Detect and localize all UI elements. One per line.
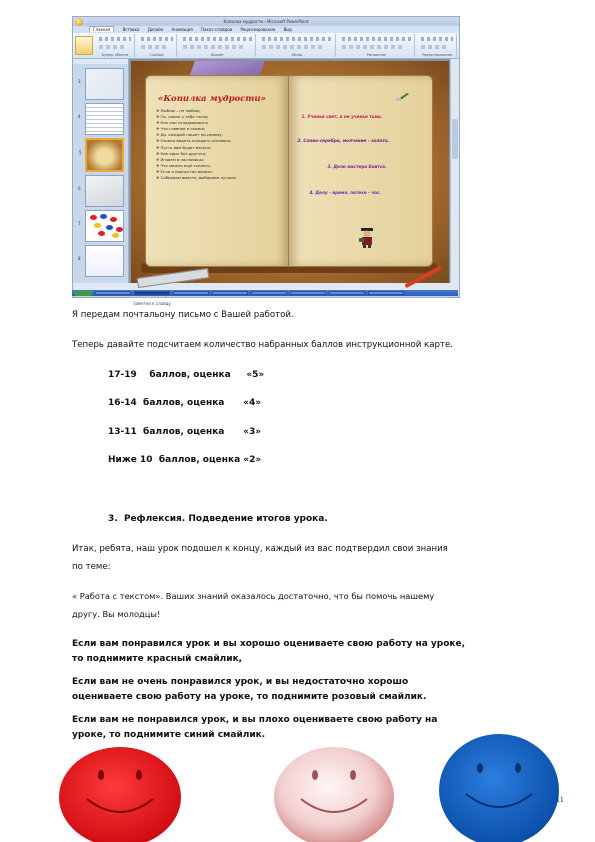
slide-editing-area [129, 59, 459, 283]
slide-thumbnail[interactable]: 4 [85, 103, 124, 135]
tab-insert[interactable]: Вставка [122, 27, 140, 32]
ribbon-tabs [73, 26, 459, 33]
list-item: ❖ Ох, какие у тебя глаза; [156, 114, 251, 120]
slide-canvas[interactable] [131, 61, 449, 283]
smiley-instruction-pink: оцениваете свою работу на уроке, то поднимите розовый смайлик. [72, 692, 427, 702]
taskbar-button[interactable] [251, 291, 287, 295]
slide-thumbnail[interactable]: 6 [85, 175, 124, 207]
tab-animation[interactable]: Анимация [171, 27, 193, 32]
book-right-page [288, 75, 433, 267]
tab-home[interactable]: Главная [89, 26, 114, 32]
smiley-instruction-red: Если вам понравился урок и вы хорошо оцениваете свою работу на уроке, [72, 639, 466, 649]
tab-review[interactable]: Рецензирование [240, 27, 276, 32]
smiley-instruction-pink: Если вам не очень понравился урок, и вы недостаточно хорошо [72, 677, 409, 687]
proverb-1: 1. Ученье свет, а не ученье тьма. [301, 114, 383, 119]
red-smiley-icon [57, 745, 183, 842]
slide-title: «Копилка мудрости» [158, 94, 266, 104]
pen-and-ink-icon [396, 92, 410, 101]
list-item: ❖ Учимся видеть каждого человека; [156, 138, 251, 144]
paragraph-line: « Работа с текстом». Ваших знаний оказалось достаточно, что бы помочь нашему [72, 591, 435, 601]
taskbar-button[interactable] [173, 291, 209, 295]
list-item: ❖ Если я пропустил вопрос; [156, 169, 251, 175]
ribbon-group-paragraph[interactable]: Абзац [259, 34, 336, 57]
vertical-scrollbar[interactable] [450, 59, 459, 283]
blue-smiley-icon [436, 732, 562, 842]
ribbon [73, 33, 459, 59]
section-heading: 3. Рефлексия. Подведение итогов урока. [108, 514, 328, 524]
score-line-5: 17-19 баллов, оценка «5» [108, 370, 265, 380]
pink-smiley-icon [271, 745, 397, 842]
paste-button[interactable] [75, 36, 93, 55]
tab-slideshow[interactable]: Показ слайдов [201, 27, 233, 32]
thumbnails-pane-header [73, 59, 128, 64]
work-area [73, 59, 459, 283]
slide-thumbnail-selected[interactable]: 5 [85, 138, 124, 172]
score-line-3: 13-11 баллов, оценка «3» [108, 427, 262, 437]
paragraph-line: Итак, ребята, наш урок подошел к концу, каждый из вас подтвердил свои знания [72, 544, 448, 554]
taskbar-button[interactable] [290, 291, 326, 295]
text-line: Я передам почтальону письмо с Вашей работой. [72, 310, 294, 320]
powerpoint-screenshot [72, 16, 460, 306]
proverb-4: 4. Делу - время, потехе - час. [309, 190, 382, 195]
list-item: ❖ Что главное в сказке; [156, 126, 251, 132]
paragraph-line: другу. Вы молодцы! [72, 609, 161, 619]
smiley-instruction-blue: Если вам не понравился урок, и вы плохо оцениваете свою работу на [72, 715, 438, 725]
page-number: 11 [556, 795, 564, 804]
taskbar-button[interactable] [212, 291, 248, 295]
ribbon-group-editing[interactable]: Редактирование [418, 34, 457, 57]
office-button-icon[interactable] [75, 18, 83, 26]
ribbon-group-drawing[interactable]: Рисование [339, 34, 416, 57]
taskbar-button[interactable] [329, 291, 365, 295]
left-page-list [156, 108, 251, 181]
slide-thumbnail[interactable]: 3 [85, 68, 124, 100]
list-item: ❖ Пусть вам будет весело; [156, 145, 251, 151]
paragraph-line: по теме: [72, 562, 111, 572]
ribbon-group-font[interactable]: Шрифт [180, 34, 257, 57]
notes-pane[interactable]: Заметки к слайду [129, 297, 451, 309]
list-item: ❖ Как они складываются [156, 120, 251, 126]
taskbar-button[interactable] [368, 291, 404, 295]
score-line-4: 16-14 баллов, оценка «4» [108, 398, 262, 408]
taskbar-button[interactable] [95, 291, 131, 295]
tab-view[interactable]: Вид [283, 27, 292, 32]
window-title: Копилка мудрости - Microsoft PowerPoint [73, 17, 459, 26]
slide-thumbnail[interactable]: 7 [85, 210, 124, 242]
list-item: ❖ Собираем вместе, выбираем лучшее. [156, 175, 251, 181]
taskbar-button-active[interactable] [134, 291, 170, 295]
ribbon-group-clipboard[interactable]: Буфер обмена [96, 34, 135, 57]
list-item: ❖ Да, каждый пишет по-своему; [156, 132, 251, 138]
smiley-instruction-blue: уроке, то поднимите синий смайлик. [72, 730, 266, 740]
open-book-illustration [145, 75, 433, 273]
list-item: ❖ Люблю – не люблю; [156, 108, 251, 114]
windows-taskbar [72, 290, 458, 296]
proverb-3: 3. Дело мастера боится. [327, 164, 387, 169]
scholar-figure-icon [357, 226, 377, 248]
list-item: ❖ Что можно ещё сказать; [156, 163, 251, 169]
list-item: ❖ Как один без другого; [156, 151, 251, 157]
ribbon-group-slides[interactable]: Слайды [138, 34, 177, 57]
tab-design[interactable]: Дизайн [147, 27, 164, 32]
start-button[interactable] [74, 291, 92, 296]
score-line-2: Ниже 10 баллов, оценка «2» [108, 455, 262, 465]
proverb-2: 2. Слово-серебро, молчание - золото. [297, 138, 390, 143]
smiley-instruction-red: то поднимите красный смайлик, [72, 654, 243, 664]
text-line: Теперь давайте подсчитаем количество набранных баллов инструкционной карте. [72, 340, 453, 350]
slide-thumbnail[interactable]: 8 [85, 245, 124, 277]
slide-thumbnails-pane [73, 59, 129, 283]
book-left-page [145, 75, 290, 267]
list-item: ❖ Играем в пословицы; [156, 157, 251, 163]
